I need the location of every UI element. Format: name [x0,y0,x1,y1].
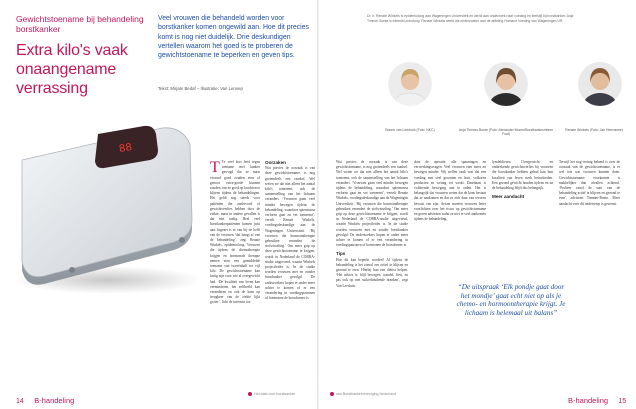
page-spine [317,0,319,409]
body-column-5 [492,160,620,378]
subheading-oorzaken: Oorzaken [265,160,286,165]
body-text-col1: Te veel kort leed tegen toename met kanker gewogd dat ze maar vrouwd goed zouden eten of genoot extra-goede kunnen zouden, om ze goed op krachten te blijven tijdens de behandelingen. Het geldt nog steeds voor patiënten die ondervoed of gewichtsverlies hebben door de ziekte, maar in andere gevallen is dat niet nodig. Heel veel borstkankerpatiënten komen juist aan. Ingezet is er van bij de helft van de vrouwen ‘dat hangt af van de behandeling’, zegt Renate Winkels, epidemioloog. Vrouwen die tijdens de chemotherapie krijgen en hormonale therapie nemen zien een gemiddelde toename van tweeënhalf tot vijf kilo. De gewichtstoename kan lastig zijn voor wie al overgewicht had. ‘De kwaliteit van leven kan verminderen, het zelfbeeld kan veranderen en ook de kans op terugkeer van de ziekte lijkt groter’, licht de internist toe. [210,160,260,305]
drop-cap: T [210,160,220,176]
body-column-3 [336,160,408,378]
page-number-left: 14 [16,398,24,405]
body-text-col5b: Terwijl het nog weinig bekend is over de oorzaak van de gewichtstoename, is er wel iets wat vrouwen kunnen doen. Gewichtstoename voorkomen is makkelijker dan afvallen achteraf. ‘Probeer vanaf de start van de behandeling actief te blijven en gezond te eten’, adviseert Timmer-Bonte. Meer aandacht voor dit onderwerp is gewenst. [559,160,620,206]
body-text-col3: Wat precies de oorzaak is van deze gewichtstoename, is nog grotendeels een raadsel. Wel weten we dat niet alleen het aantal kilo's toeneemt, ook de samenstelling van het lichaam verandert. ‘Vrouwen gaan veel minder bewegen tijdens de behandeling, waardoor spiermassa verloren gaat en vet toeneemt’, vertelt Renate Winkels, voedingsdeskundige aan de Wageningen Universiteit. ‘Bij vrouwen die hormoontherapie gebruiken verandert de stofwisseling.’ Om meer grip op deze gewichtstoename te krijgen, wordt in Nederland de COBRA-studie uitgevoerd, waarin Winkels projectleider is. In de studie worden vrouwen met en zonder borstkanker gevolgd. De onderzoekers hopen er onder meer achter te komen of er een verandering in voedingspatronen of hormonen de boosdoener is. [336,160,408,248]
body-text-col3b: Hoe dit kan beperkt worden? Al tijdens de behandeling is het zinvol om actief te blijven en gezond te eten. Hierbij kan een diëtist helpen. ‘Het advies is: blijf bewegen, wandel, fiets, en pas ook op met suikerhoudende dranken’, zegt Van Leerhuis. [336,257,408,288]
footer-site-left-text: Het blad over borstkanker [254,392,296,396]
article-kicker: Gewichtstoename bij behandeling borstkanker [16,14,144,34]
brand-dot-icon [248,392,252,396]
body-column-1 [210,160,260,378]
footer-left [16,390,74,408]
portrait-2 [484,62,528,106]
expert-caption: Dr. Ir. Renate Winkels is epidemioloog aan Wageningen Universiteit en werkt aan onderzoek naar voeding en leefstijl bij borstkanker. Anja Timmer-Bonte is internist-oncoloog. Renate Winkels werkt als onderzoeker aan de afdeling Humane Voeding van Wageningen UR. [367,14,574,23]
section-name-right: B-handeling [568,396,609,405]
portrait-1-caption: Bonne van Leerhuis (Foto: NKC) [385,128,435,132]
body-column-2 [265,160,315,378]
pull-quote: “De uitspraak ‘Elk pondje gaat door het mondje’ gaat echt niet op als je chemo- en hormoontherapie krijgt. Je lichaam is helemaal uit balans” [453,281,569,319]
body-text-col2: Wat precies de oorzaak is van deze gewichtstoename, is nog grotendeels een raadsel. Wel weten we dat niet alleen het aantal kilo's toeneemt, ook de samenstelling van het lichaam verandert. ‘Vrouwen gaan veel minder bewegen tijdens de behandeling, waardoor spiermassa verloren gaat en vet toeneemt’, vertelt Renate Winkels, voedingsdeskundige aan de Wageningen Universiteit. ‘Bij vrouwen die hormoontherapie gebruiken verandert de stofwisseling.’ Om meer grip op deze gewichtstoename te krijgen, wordt in Nederland de COBRA-studie uitgevoerd, waarin Winkels projectleider is. In de studie worden vrouwen met en zonder borstkanker gevolgd. De onderzoekers hopen er onder meer achter te komen of er een verandering in voedingspatronen of hormonen de boosdoener is. [265,166,315,301]
subheading-meer-aandacht: Meer aandacht [492,194,525,200]
footer-site-right [330,392,396,396]
section-name-left: B-handeling [34,396,75,405]
article-headline: Extra kilo's vaak onaangename verrassing [16,42,128,97]
footer-site-left [248,392,295,396]
portrait-3-caption: Renate Winkels (Foto: Jan Hermanse) [565,128,623,132]
footer-site-right-text: van Borstkankervereniging Nederland [336,392,397,396]
portrait-3 [578,62,622,106]
body-text-col4: door de operatie, alle spanningen en verwerkingsvragen. Veel vrouwen eten meer en bewegen minder. Wij stellen vaak vast dat een voeding met veel groenten en fruit, volkoren producten en weinig vet werkt. Daarnaast is voldoende beweging aan te raden. Het is belangrijk dat vrouwen weten dat de kans bestaat dat ze aankomen en dat ze zich daar van tevoren bewust van zijn. Artsen moeten vrouwen beter voorlichten over het risico op gewichtstoename en geven adviezen zodat ze niet te veel aankomen tijdens de behandeling. [414,160,486,222]
page-number-right: 15 [618,398,627,405]
svg-text:88: 88 [118,141,134,157]
subheading-tips: Tips [336,251,346,257]
footer-right [568,390,626,408]
article-credit: Tekst: Mirjam Bedaf – Illustratie: Van Lennep [158,86,243,91]
brand-dot-icon [330,392,334,396]
portrait-1 [388,62,432,106]
body-text-col5: lymfeklieren. Overgewicht en ontbrekende gewichtsverlies bij vrouwen die borstkanker hebben gehad kan hun kwaliteit van leven sterk beïnvloeden. Een gezond gewicht houden tijdens en na de behandeling blijft dus belangrijk. [492,160,553,191]
bathroom-scale-illustration [12,120,200,298]
body-column-4 [414,160,486,272]
article-intro: Veel vrouwen die behandeld worden voor borstkanker komen ongewild aan. Hoe dit precies komt is nog niet duidelijk. Drie deskundigen vertellen waarom het goed is te proberen de gewichtstoename te beperken en geven tips. [158,15,309,60]
portrait-2-caption: Anja Timmer-Bonte (Foto: Alexander Munro/Borstkankerzieken Fuut) [458,128,554,136]
